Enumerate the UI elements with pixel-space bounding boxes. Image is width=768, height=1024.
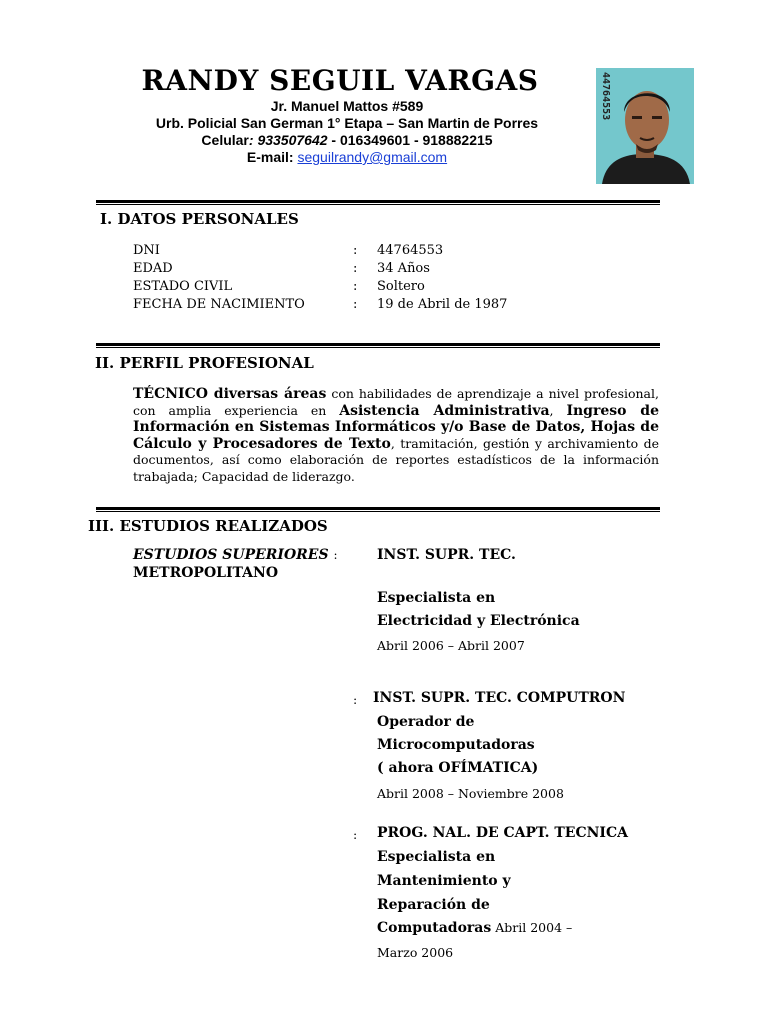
study-2-dates: Abril 2008 – Noviembre 2008 — [377, 786, 564, 801]
study-2-line-3: ( ahora OFÍMATICA) — [377, 760, 539, 776]
studies-heading — [133, 547, 338, 563]
address-line-1: Jr. Manuel Mattos #589 — [270, 98, 424, 114]
study-3-institution: PROG. NAL. DE CAPT. TECNICA — [377, 825, 628, 841]
candidate-name: RANDY SEGUIL VARGAS — [141, 64, 539, 97]
section-divider — [96, 507, 660, 512]
section-divider — [96, 200, 660, 205]
personal-sep: : — [353, 297, 358, 312]
personal-sep: : — [353, 261, 358, 276]
study-3-line-4-text: Computadoras — [377, 920, 492, 936]
profile-bold-2: Asistencia Administrativa — [339, 402, 550, 419]
study-1-dates: Abril 2006 – Abril 2007 — [377, 638, 525, 653]
personal-label-dni: DNI — [133, 243, 160, 258]
phone-label: Celular — [201, 132, 249, 148]
study-3-line-4 — [377, 920, 572, 936]
profile-photo — [596, 68, 694, 184]
profile-bold-3: Ingreso de Información en Sistemas Informáticos y/o Base de Datos, Hojas de Cálculo y Procesadores de Texto — [133, 402, 659, 452]
study-3-line-2: Mantenimiento y — [377, 873, 511, 889]
study-2-line-2: Microcomputadoras — [377, 737, 535, 753]
personal-label-civil: ESTADO CIVIL — [133, 279, 233, 294]
study-3-line-1: Especialista en — [377, 849, 496, 865]
email-label: E-mail: — [246, 149, 294, 165]
email-link[interactable]: seguilrandy@gmail.com — [297, 149, 448, 165]
personal-label-birth: FECHA DE NACIMIENTO — [133, 297, 305, 312]
study-2-line-1: Operador de — [377, 714, 475, 730]
study-1-line-2: Electricidad y Electrónica — [377, 613, 580, 629]
study-3-line-3: Reparación de — [377, 897, 490, 913]
personal-sep: : — [353, 279, 358, 294]
study-3-dates-end: Marzo 2006 — [377, 945, 454, 960]
study-3-dates-start: Abril 2004 – — [491, 920, 573, 935]
profile-text-2: , — [549, 402, 567, 418]
personal-value-edad: 34 Años — [377, 261, 430, 276]
phone-others: - 016349601 - 918882215 — [327, 132, 493, 148]
section-title-studies: III. ESTUDIOS REALIZADOS — [88, 517, 328, 535]
personal-value-birth: 19 de Abril de 1987 — [377, 297, 508, 312]
study-2-sep: : — [353, 692, 358, 707]
section-title-profile: II. PERFIL PROFESIONAL — [95, 354, 314, 372]
study-2-institution: INST. SUPR. TEC. COMPUTRON — [373, 690, 626, 706]
profile-text-3: , tramitación, gestión y archivamiento de documentos, así como elaboración de reportes estadísticos de la información trabajada; Capacidad de liderazgo. — [133, 435, 659, 484]
personal-sep: : — [353, 243, 358, 258]
personal-value-dni: 44764553 — [377, 243, 444, 258]
photo-stamp: 44764553 — [600, 72, 611, 121]
profile-text-1: con habilidades de aprendizaje a nivel profesional, con amplia experiencia en — [133, 386, 659, 418]
studies-heading-sep: : — [333, 548, 338, 562]
address-line-2: Urb. Policial San German 1° Etapa – San Martin de Porres — [155, 115, 539, 131]
study-1-line-1: Especialista en — [377, 590, 496, 606]
profile-bold-1: TÉCNICO diversas áreas — [133, 386, 327, 402]
section-divider — [96, 343, 660, 348]
phone-line — [0, 132, 694, 148]
personal-label-edad: EDAD — [133, 261, 173, 276]
study-3-sep: : — [353, 827, 358, 842]
studies-heading-2: METROPOLITANO — [133, 565, 279, 581]
personal-value-civil: Soltero — [377, 279, 425, 294]
section-title-personal: I. DATOS PERSONALES — [100, 210, 299, 228]
profile-paragraph — [133, 386, 659, 485]
study-1-institution: INST. SUPR. TEC. — [377, 547, 516, 563]
studies-heading-text: ESTUDIOS SUPERIORES — [133, 547, 329, 563]
email-line — [0, 149, 694, 165]
phone-main: : 933507642 — [248, 132, 328, 148]
